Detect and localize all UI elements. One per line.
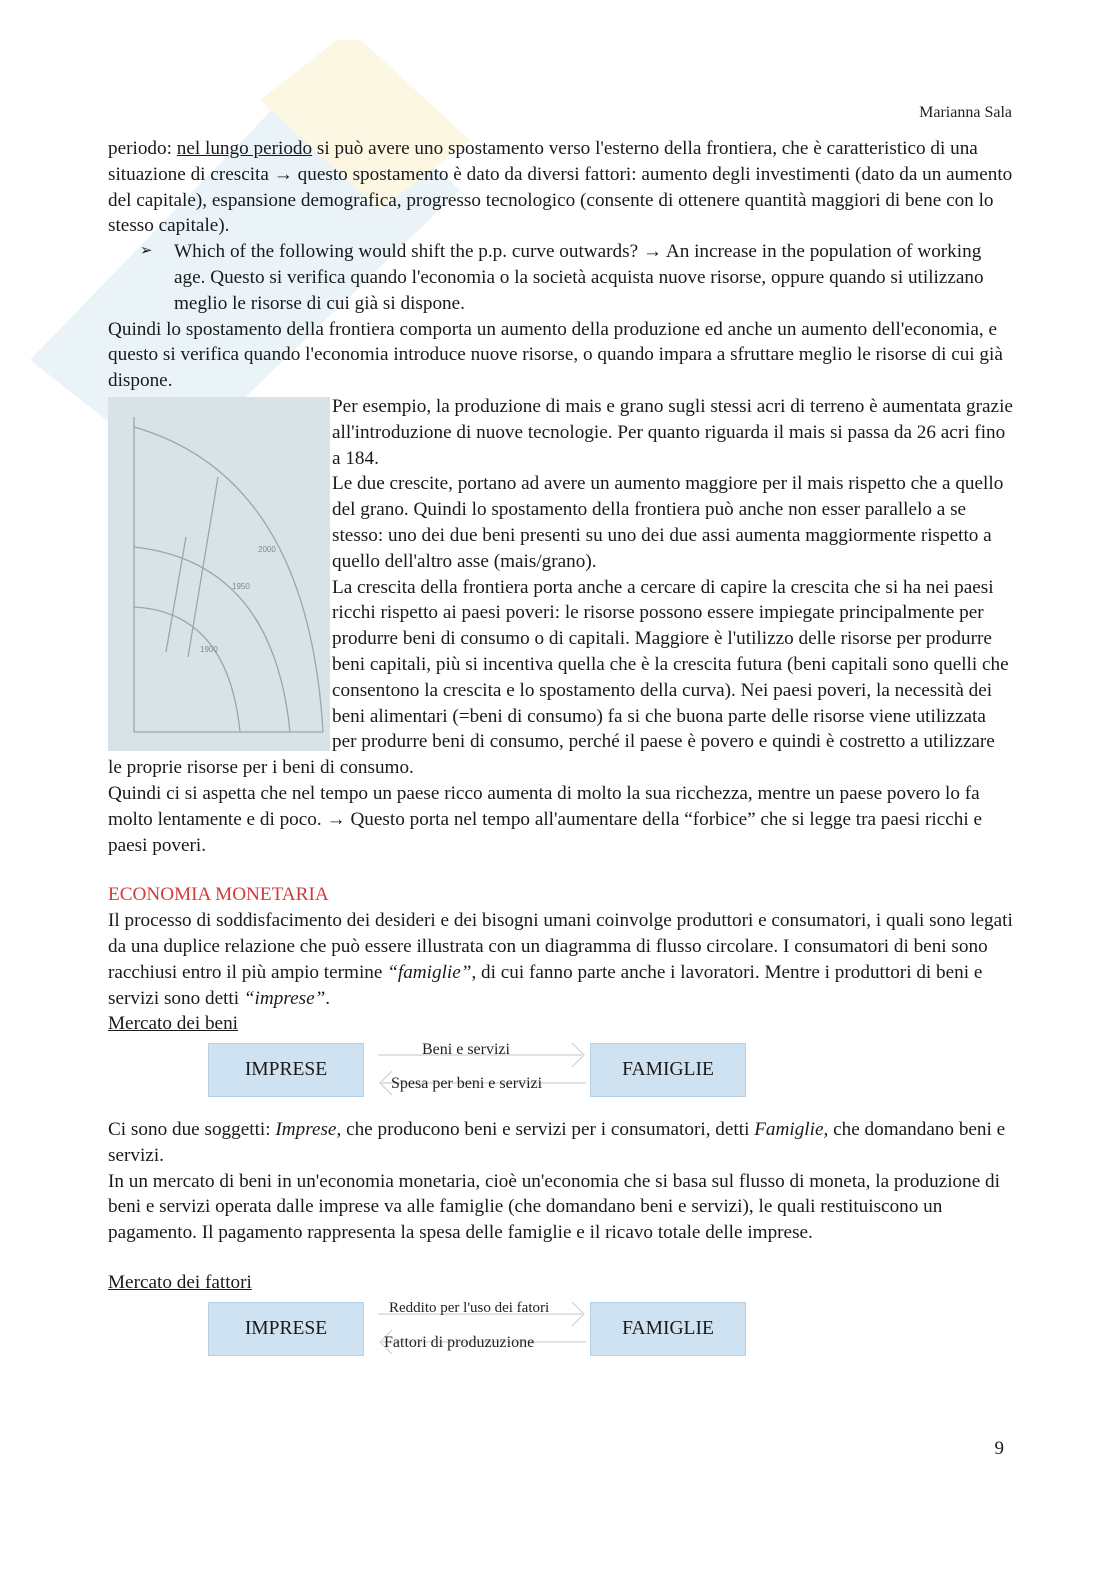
figure-text-wrap	[108, 394, 1013, 781]
paragraph-frontier-shift: Quindi lo spostamento della frontiera comporta un aumento della produzione ed anche un aumento dell'economia, e questo si verifica quando l'economia introduce nuove risorse, o quando impara a sfruttare meglio le risorse di cui già dispone.	[108, 318, 1003, 392]
flow-diagram-beni	[108, 1037, 1013, 1101]
term-famiglie: Famiglie,	[754, 1119, 829, 1141]
paragraph-monetary-market: In un mercato di beni in un'economia monetaria, cioè un'economia che si basa sul flusso di moneta, la produzione di beni e servizi operata dalle imprese va alle famiglie (che domandano beni e servizi), le quali restituiscono un pagamento. Il pagamento rappresenta la spesa delle famiglie e il ricavo totale delle imprese.	[108, 1170, 1000, 1244]
term-imprese: “imprese”	[243, 987, 326, 1009]
paragraph-long-run	[108, 136, 1013, 239]
curve-label-1950: 1950	[232, 581, 250, 591]
paragraph-two-growths: Le due crescite, portano ad avere un aumento maggiore per il mais rispetto che a quello del grano. Quindi lo spostamento della frontiera può anche non esser parallelo a se stesso: uno dei due beni presenti su uno dei due assi aumenta maggiormente rispetto a quello dell'altro asse (mais/grano).	[332, 473, 1004, 572]
flow-diagram-fattori	[108, 1296, 1013, 1360]
paragraph-circular-flow	[108, 908, 1013, 1011]
underlined-term: nel lungo periodo	[176, 138, 313, 159]
box-imprese: IMPRESE	[208, 1302, 364, 1356]
paragraph-text: che domandano beni e servizi.	[108, 1119, 1006, 1166]
paragraph-example: Per esempio, la produzione di mais e grano sugli stessi acri di terreno è aumentata grazie all'introduzione di nuove tecnologie. Per quanto riguarda il mais si passa da 26 acri fino a 184.	[332, 395, 1013, 469]
subheading-mercato-fattori: Mercato dei fattori	[108, 1272, 252, 1294]
paragraph-text: periodo:	[108, 138, 177, 159]
page-number: 9	[994, 1438, 1004, 1459]
paragraph-text: , di cui fanno parte anche i lavoratori. Mentre i produttori di beni e servizi sono detti	[108, 961, 983, 1009]
term-famiglie: “famiglie”	[387, 961, 472, 983]
paragraph-forbice: Quindi ci si aspetta che nel tempo un paese ricco aumenta di molto la sua ricchezza, mentre un paese povero lo fa molto lentamente e di poco. → Questo porta nel tempo all'aumentare della “forbice” che si legge tra paesi ricchi e paesi poveri.	[108, 782, 983, 856]
box-imprese: IMPRESE	[208, 1043, 364, 1097]
paragraph-text: Il processo di soddisfacimento dei desideri e dei bisogni umani coinvolge produttori e consumatori, i quali sono legati da una duplice relazione che può essere illustrata con un diagramma di flusso circolare. I consumatori di beni sono racchiusi entro il più ampio termine	[108, 910, 1013, 983]
page-body	[108, 136, 1013, 1360]
header-author: Marianna Sala	[919, 104, 1012, 121]
section-title: ECONOMIA MONETARIA	[108, 884, 329, 906]
ppf-growth-figure	[108, 397, 330, 751]
flow-label-top: Beni e servizi	[422, 1041, 510, 1059]
term-imprese: Imprese,	[275, 1119, 342, 1141]
curve-label-2000: 2000	[258, 544, 276, 554]
paragraph-text: che producono beni e servizi per i consumatori, detti	[341, 1119, 755, 1141]
box-famiglie: FAMIGLIE	[590, 1302, 746, 1356]
paragraph-text: .	[325, 987, 331, 1009]
flow-label-top: Reddito per l'uso dei fatori	[389, 1299, 550, 1316]
paragraph-rich-poor: La crescita della frontiera porta anche a cercare di capire la crescita che si ha nei paesi ricchi rispetto ai paesi poveri: le risorse possono essere impiegate principalmente per produrre beni di consumo o di capitali. Maggiore è l'utilizzo delle risorse per produrre beni capitali, più si incentiva quella che è la crescita futura (beni capitali sono quelli che consentono la crescita e lo spostamento della curva). Nei paesi poveri, la necessità dei beni alimentari (=beni di consumo) fa si che buona parte delle risorse viene utilizzata per produrre beni di consumo, perché il paese è povero e quindi è costretto a utilizzare le proprie risorse per i beni di consumo.	[108, 576, 1009, 779]
flow-label-bottom: Fattori di produzuzione	[384, 1333, 535, 1351]
paragraph-text: Ci sono due soggetti:	[108, 1119, 276, 1141]
arrow-bullet-icon: ➢	[140, 243, 153, 260]
paragraph-two-subjects	[108, 1117, 1013, 1169]
bullet-text: Which of the following would shift the p.p. curve outwards? → An increase in the population of working age. Questo si verifica quando l'economia o la società acquista nuove risorse, oppure quando si utilizzano meglio le risorse di cui già si dispone.	[174, 241, 984, 314]
box-famiglie: FAMIGLIE	[590, 1043, 746, 1097]
curve-label-1900: 1900	[200, 644, 218, 654]
flow-label-bottom: Spesa per beni e servizi	[391, 1075, 543, 1093]
bullet-item	[108, 239, 1013, 316]
paragraph-text: si può avere uno spostamento verso l'esterno della frontiera, che è caratteristico di una situazione di crescita → questo spostamento è dato da diversi fattori: aumento degli investimenti (dato da un aumento del capitale), espansione demografica, progresso tecnologico (consente di ottenere quantità maggiori di bene con lo stesso capitale).	[108, 138, 1013, 237]
subheading-mercato-beni: Mercato dei beni	[108, 1013, 238, 1035]
